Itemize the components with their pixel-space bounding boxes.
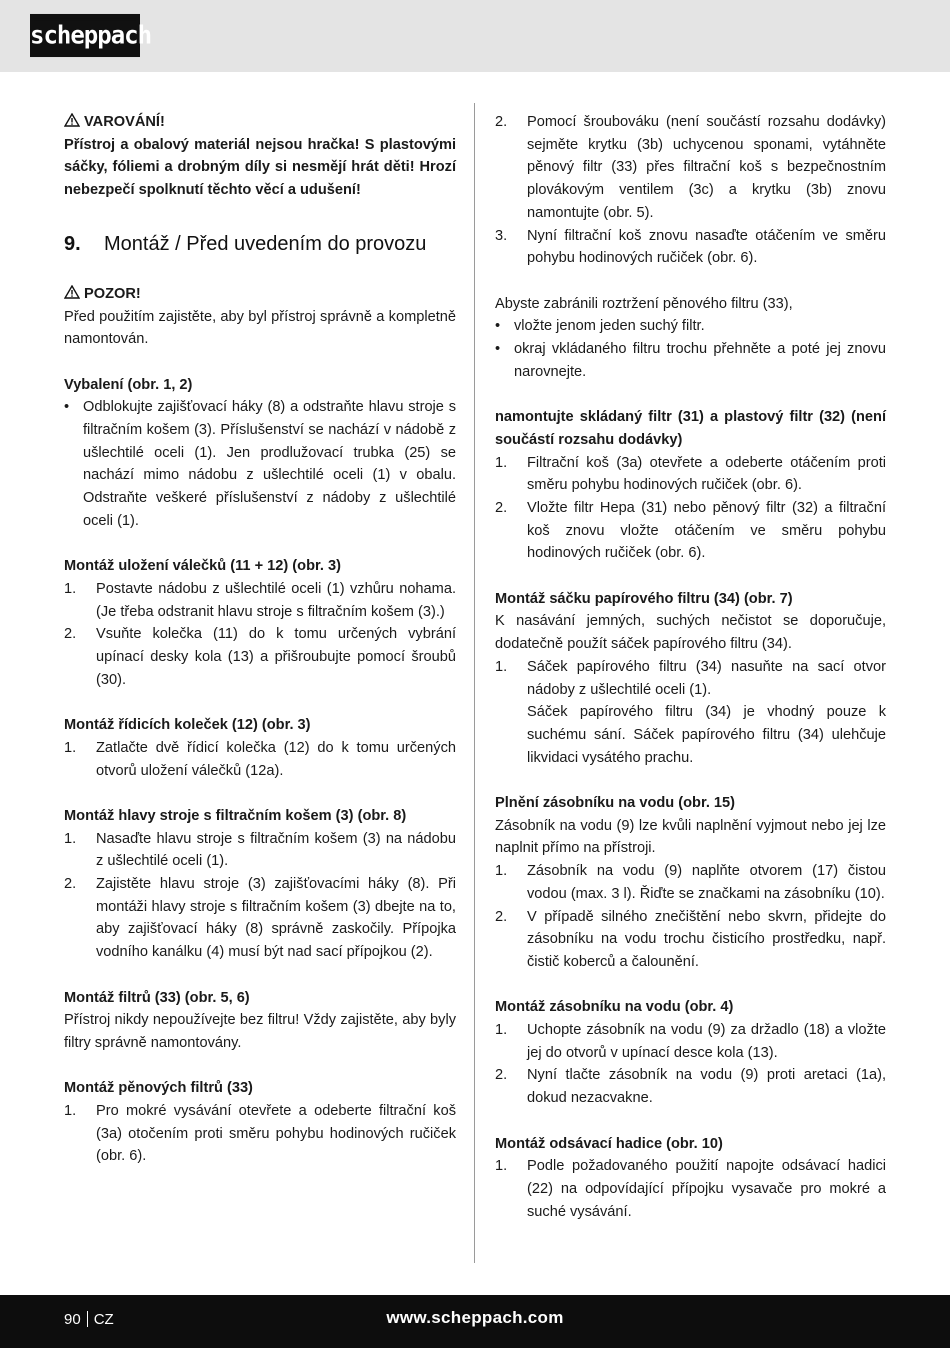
- caution-text: Před použitím zajistěte, aby byl přístroj správně a kompletně namontován.: [64, 308, 456, 348]
- list-item: [495, 111, 886, 225]
- item-number: 1.: [495, 1022, 508, 1039]
- bullet: •: [495, 341, 501, 358]
- list-item: [495, 338, 886, 383]
- section-title: Montáž filtrů (33) (obr. 5, 6): [64, 989, 250, 1006]
- item-number: 2.: [495, 1067, 508, 1084]
- section-title: Vybalení (obr. 1, 2): [64, 376, 193, 393]
- section-title: Montáž pěnových filtrů (33): [64, 1080, 253, 1097]
- item-number: 1.: [495, 863, 508, 880]
- list-item: [495, 497, 886, 565]
- right-column: [495, 111, 886, 1223]
- list-item-text: Zajistěte hlavu stroje (3) zajišťovacími háky (8). Při montáži hlavy stroje s filtračním košem (3) dbejte na to, aby zajišťovací háky (8) správně zaskočily. Přípojka vodního kanálku (4) musí být nad sací přípojkou (2).: [96, 876, 456, 961]
- warning-heading: [64, 111, 456, 134]
- item-number: 1.: [495, 454, 508, 471]
- column-divider: [474, 103, 475, 1263]
- item-number: 2.: [495, 114, 508, 130]
- list-item: [495, 452, 886, 497]
- list-item-text: Vsuňte kolečka (11) do k tomu určených vybrání upínací desky kola (13) a přišroubujte pomocí šroubů (30).: [96, 626, 456, 688]
- item-number: 1.: [64, 830, 77, 847]
- caution-heading: [64, 283, 456, 306]
- warning-label: VAROVÁNÍ!: [84, 114, 165, 130]
- list-item-text: okraj vkládaného filtru trochu přehněte a poté jej znovu narovnejte.: [514, 341, 886, 380]
- caution-icon: [64, 285, 80, 299]
- bullet: •: [495, 318, 501, 335]
- page-number: 90: [64, 1311, 81, 1328]
- list-item: [495, 1155, 886, 1223]
- item-number: 1.: [495, 658, 508, 675]
- list-item-text: Zatlačte dvě řídicí kolečka (12) do k tomu určených otvorů uložení válečků (12a).: [96, 739, 456, 779]
- list-item-text: Pomocí šroubováku (není součástí rozsahu dodávky) sejměte krytku (3b) uchycenou sponami, vytáhněte pěnový filtr (33) přes filtrační koš s bezpečnostním plovákovým ventilem (3c) a krytku (3b) znovu namontujte (obr. 5).: [527, 114, 886, 221]
- list-item-text: Nasaďte hlavu stroje s filtračním košem (3) na nádobu z ušlechtilé oceli (1).: [96, 830, 456, 870]
- item-number: 3.: [495, 227, 508, 244]
- left-column: [64, 111, 456, 1168]
- section-title: Montáž uložení válečků (11 + 12) (obr. 3): [64, 558, 341, 575]
- page-footer: [0, 1295, 950, 1348]
- list-item-text: Filtrační koš (3a) otevřete a odeberte otáčením proti směru pohybu hodinových ručiček (obr. 6).: [527, 454, 886, 494]
- item-number: 1.: [495, 1158, 508, 1175]
- list-item: [64, 623, 456, 691]
- list-item-text: Zásobník na vodu (9) naplňte otvorem (17) čistou vodou (max. 3 l). Řiďte se značkami na zásobníku (10).: [527, 863, 886, 902]
- item-number: 1.: [64, 1103, 77, 1120]
- section-text: Přístroj nikdy nepoužívejte bez filtru! Vždy zajistěte, aby byly filtry správně namontovány.: [64, 1012, 456, 1051]
- chapter-title: Montáž / Před uvedením do provozu: [104, 232, 427, 255]
- warning-icon: [64, 113, 80, 127]
- list-item-text: Uchopte zásobník na vodu (9) za držadlo (18) a vložte jej do otvorů v upínací desce kola (13).: [527, 1022, 886, 1061]
- item-number: 2.: [64, 876, 77, 893]
- list-item: [495, 1064, 886, 1109]
- bullet: •: [64, 399, 70, 416]
- list-item-text: Nyní filtrační koš znovu nasaďte otáčením ve směru pohybu hodinových ručiček (obr. 6).: [527, 227, 886, 267]
- section-text: Abyste zabránili roztržení pěnového filtru (33),: [495, 295, 793, 312]
- list-item-text: Nyní tlačte zásobník na vodu (9) proti aretaci (1a), dokud nezacvakne.: [527, 1067, 886, 1107]
- list-item-text: Postavte nádobu z ušlechtilé oceli (1) vzhůru nohama. (Je třeba odstranit hlavu stroje s filtračním košem (3).): [96, 580, 456, 620]
- website-link[interactable]: www.scheppach.com: [386, 1308, 564, 1327]
- warning-text: Přístroj a obalový materiál nejsou hračka! S plastovými sáčky, fóliemi a drobným díly si nesmějí hrát děti! Hrozí nebezpečí spolknutí těchto věcí a udušení!: [64, 136, 456, 199]
- list-item-text: Vložte filtr Hepa (31) nebo pěnový filtr (32) a filtrační koš znovu vložte otáčením ve směru pohybu hodinových ručiček (obr. 6).: [527, 499, 886, 562]
- list-item: [495, 315, 886, 338]
- language-code: CZ: [93, 1311, 114, 1328]
- list-item-text: Pro mokré vysávání otevřete a odeberte filtrační koš (3a) otočením proti směru pohybu hodinových ručiček (obr. 6).: [96, 1103, 456, 1165]
- page-header: [0, 0, 950, 72]
- section-title: namontujte skládaný filtr (31) a plastový filtr (32) (není součástí rozsahu dodávky): [495, 409, 886, 448]
- list-item-note: Sáček papírového filtru (34) je vhodný pouze k suchému sání. Sáček papírového filtru (34) ulehčuje likvidaci vysátého prachu.: [527, 704, 886, 766]
- list-item: [495, 1019, 886, 1064]
- caution-label: POZOR!: [84, 285, 141, 302]
- chapter-heading: [64, 231, 456, 257]
- section-title: Montáž zásobníku na vodu (obr. 4): [495, 999, 734, 1016]
- list-item: [64, 396, 456, 532]
- list-item: [495, 225, 886, 270]
- list-item-text: Sáček papírového filtru (34) nasuňte na sací otvor nádoby z ušlechtilé oceli (1).: [527, 658, 886, 698]
- item-number: 2.: [64, 626, 77, 643]
- item-number: 1.: [64, 739, 77, 756]
- item-number: 2.: [495, 908, 508, 925]
- section-text: Zásobník na vodu (9) lze kvůli naplnění vyjmout nebo jej lze naplnit přímo na přístroji.: [495, 817, 886, 857]
- list-item: [495, 860, 886, 905]
- list-item-text: V případě silného znečištění nebo skvrn, přidejte do zásobníku na vodu trochu čisticího prostředku, např. čistič koberců a čalounění.: [527, 908, 886, 970]
- list-item-text: Odblokujte zajišťovací háky (8) a odstraňte hlavu stroje s filtračním košem (3). Příslušenství se nachází v nádobě z ušlechtilé oceli (1). Jen prodlužovací trubka (25) se nachází mimo nádobu z ušlechtilé oceli (1) v obalu. Odstraňte veškeré příslušenství z nádoby z ušlechtilé oceli (1).: [83, 399, 456, 529]
- brand-logo: [30, 14, 152, 57]
- section-title: Montáž odsávací hadice (obr. 10): [495, 1135, 723, 1152]
- list-item-text: vložte jenom jeden suchý filtr.: [514, 318, 705, 335]
- list-item: [64, 737, 456, 782]
- list-item: [64, 1100, 456, 1168]
- item-number: 2.: [495, 499, 508, 516]
- section-text: K nasávání jemných, suchých nečistot se doporučuje, dodatečně použít sáček papírového filtru (34).: [495, 613, 886, 653]
- item-number: 1.: [64, 580, 77, 597]
- section-title: Plnění zásobníku na vodu (obr. 15): [495, 795, 736, 812]
- list-item: [495, 656, 886, 770]
- brand-name: scheppach: [30, 20, 152, 50]
- list-item: [64, 828, 456, 873]
- list-item: [64, 873, 456, 964]
- section-title: Montáž sáčku papírového filtru (34) (obr. 7): [495, 590, 793, 607]
- section-title: Montáž hlavy stroje s filtračním košem (3) (obr. 8): [64, 807, 407, 824]
- list-item: [64, 578, 456, 623]
- chapter-number: 9.: [64, 232, 81, 255]
- list-item-text: Podle požadovaného použití napojte odsávací hadici (22) na odpovídající přípojku vysavače pro mokré a suché vysávání.: [527, 1158, 886, 1220]
- list-item: [495, 906, 886, 974]
- section-title: Montáž řídicích koleček (12) (obr. 3): [64, 717, 311, 734]
